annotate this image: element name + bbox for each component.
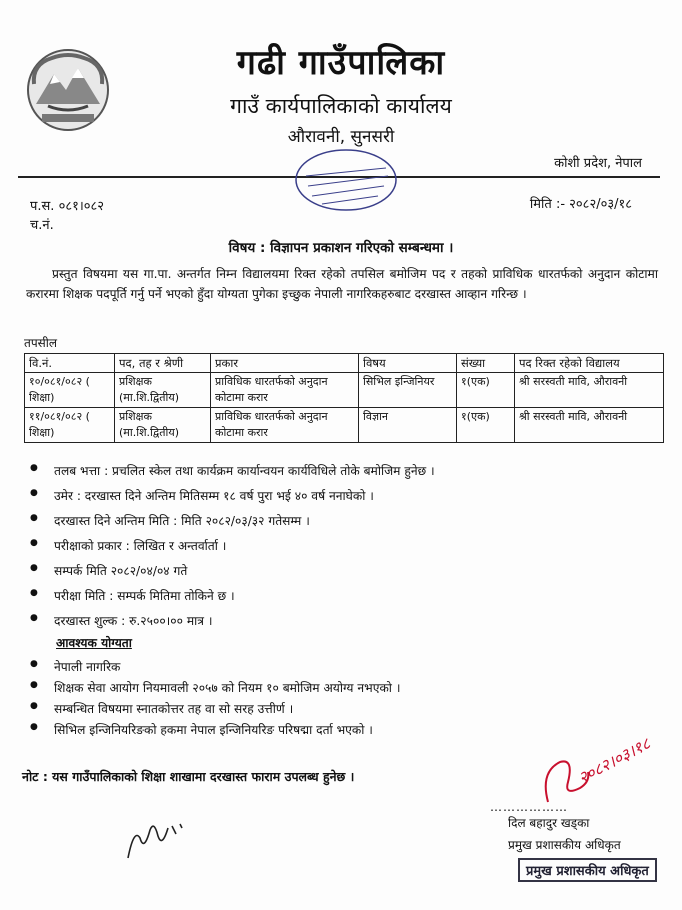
table-cell: ११/०८१/०८२ ( शिक्षा) <box>25 408 115 443</box>
condition-list <box>54 462 435 637</box>
table-cell: १(एक) <box>457 408 515 443</box>
vacancy-table <box>24 353 664 443</box>
signature-line: ……………… <box>490 800 568 814</box>
list-item: ● परीक्षाको प्रकार : लिखित र अन्तर्वार्ता । <box>54 537 435 562</box>
list-item: ● उमेर : दरखास्त दिने अन्तिम मितिसम्म १८ वर्ष पुरा भई ४० वर्ष ननाघेको । <box>54 487 435 512</box>
column-header: संख्या <box>457 354 515 373</box>
letter-date: मिति :- २०८२/०३/१८ <box>529 197 632 212</box>
letter-body: प्रस्तुत विषयमा यस गा.पा. अन्तर्गत निम्न विद्यालयमा रिक्त रहेको तपसिल बमोजिम पद र तहको प्राविधिक धारतर्फको अनुदान कोटामा करारमा शिक्षक पदपूर्ति गर्नु पर्ने भएको हुँदा योग्यता पुगेका इच्छुक नेपाली नागरिकहरुबाट दरखास्त आव्हान गरिन्छ । <box>26 267 658 301</box>
table-cell: श्री सरस्वती मावि, औरावनी <box>515 373 664 408</box>
table-cell: १०/०८१/०८२ ( शिक्षा) <box>25 373 115 408</box>
list-item: ● सिभिल इन्जिनियरिङको हकमा नेपाल इन्जिनियरिङ परिषद्मा दर्ता भएको । <box>54 721 400 742</box>
table-cell: १(एक) <box>457 373 515 408</box>
list-item: ● शिक्षक सेवा आयोग नियमावली २०५७ को नियम १० बमोजिम अयोग्य नभएको । <box>54 679 400 700</box>
schedule-label: तपसील <box>24 336 58 350</box>
list-item: ● परीक्षा मिति : सम्पर्क मितिमा तोकिने छ । <box>54 587 435 612</box>
list-item: ● सम्पर्क मिति २०८२/०४/०४ गते <box>54 562 435 587</box>
qualifications-list <box>54 658 400 742</box>
column-header: प्रकार <box>211 354 359 373</box>
table-cell: विज्ञान <box>359 408 457 443</box>
office-name: गाउँ कार्यपालिकाको कार्यालय <box>230 94 452 118</box>
designation-stamp: प्रमुख प्रशासकीय अधिकृत <box>518 858 657 882</box>
list-item: ● दरखास्त दिने अन्तिम मिति : मिति २०८२/०३/३२ गतेसम्म । <box>54 512 435 537</box>
table-cell: श्री सरस्वती मावि, औरावनी <box>515 408 664 443</box>
table-cell: प्राविधिक धारतर्फको अनुदान कोटामा करार <box>211 408 359 443</box>
list-item: ● दरखास्त शुल्क : रु.२५००।०० मात्र । <box>54 612 435 637</box>
table-header-row <box>25 354 664 373</box>
signatory-name: दिल बहादुर खड्का <box>508 816 590 830</box>
table-cell: सिभिल इन्जिनियर <box>359 373 457 408</box>
letter-subject: विषय : विज्ञापन प्रकाशन गरिएको सम्बन्धमा । <box>228 240 454 256</box>
table-cell: प्रशिक्षक (मा.शि.द्वितीय) <box>115 408 211 443</box>
note-line: नोट : यस गाउँपालिकाको शिक्षा शाखामा दरखास्त फाराम उपलब्ध हुनेछ । <box>22 769 355 784</box>
qualifications-heading: आवश्यक योग्यता <box>56 636 132 650</box>
office-address: औरावनी, सुनसरी <box>287 127 395 147</box>
list-item: ● तलब भत्ता : प्रचलित स्केल तथा कार्यक्रम कार्यान्वयन कार्यविधिले तोके बमोजिम हुनेछ । <box>54 462 435 487</box>
column-header: पद रिक्त रहेको विद्यालय <box>515 354 664 373</box>
column-header: वि.नं. <box>25 354 115 373</box>
list-item: ● सम्बन्धित विषयमा स्नातकोत्तर तह वा सो सरह उत्तीर्ण । <box>54 700 400 721</box>
table-row <box>25 373 664 408</box>
dispatch-number: च.नं. <box>30 218 54 233</box>
province-line: कोशी प्रदेश, नेपाल <box>554 156 642 171</box>
column-header: विषय <box>359 354 457 373</box>
table-row <box>25 408 664 443</box>
municipality-title: गढी गाउँपालिका <box>236 43 446 83</box>
signatory-title: प्रमुख प्रशासकीय अधिकृत <box>508 838 621 852</box>
reference-number: प.स. ०८१।०८२ <box>30 199 105 214</box>
handwritten-signature-icon <box>120 808 200 868</box>
list-item: ● नेपाली नागरिक <box>54 658 400 679</box>
signature-date: २०८२।०३।१८ <box>574 733 654 788</box>
office-seal-icon <box>292 146 400 214</box>
table-cell: प्राविधिक धारतर्फको अनुदान कोटामा करार <box>211 373 359 408</box>
table-cell: प्रशिक्षक (मा.शि.द्वितीय) <box>115 373 211 408</box>
column-header: पद, तह र श्रेणी <box>115 354 211 373</box>
